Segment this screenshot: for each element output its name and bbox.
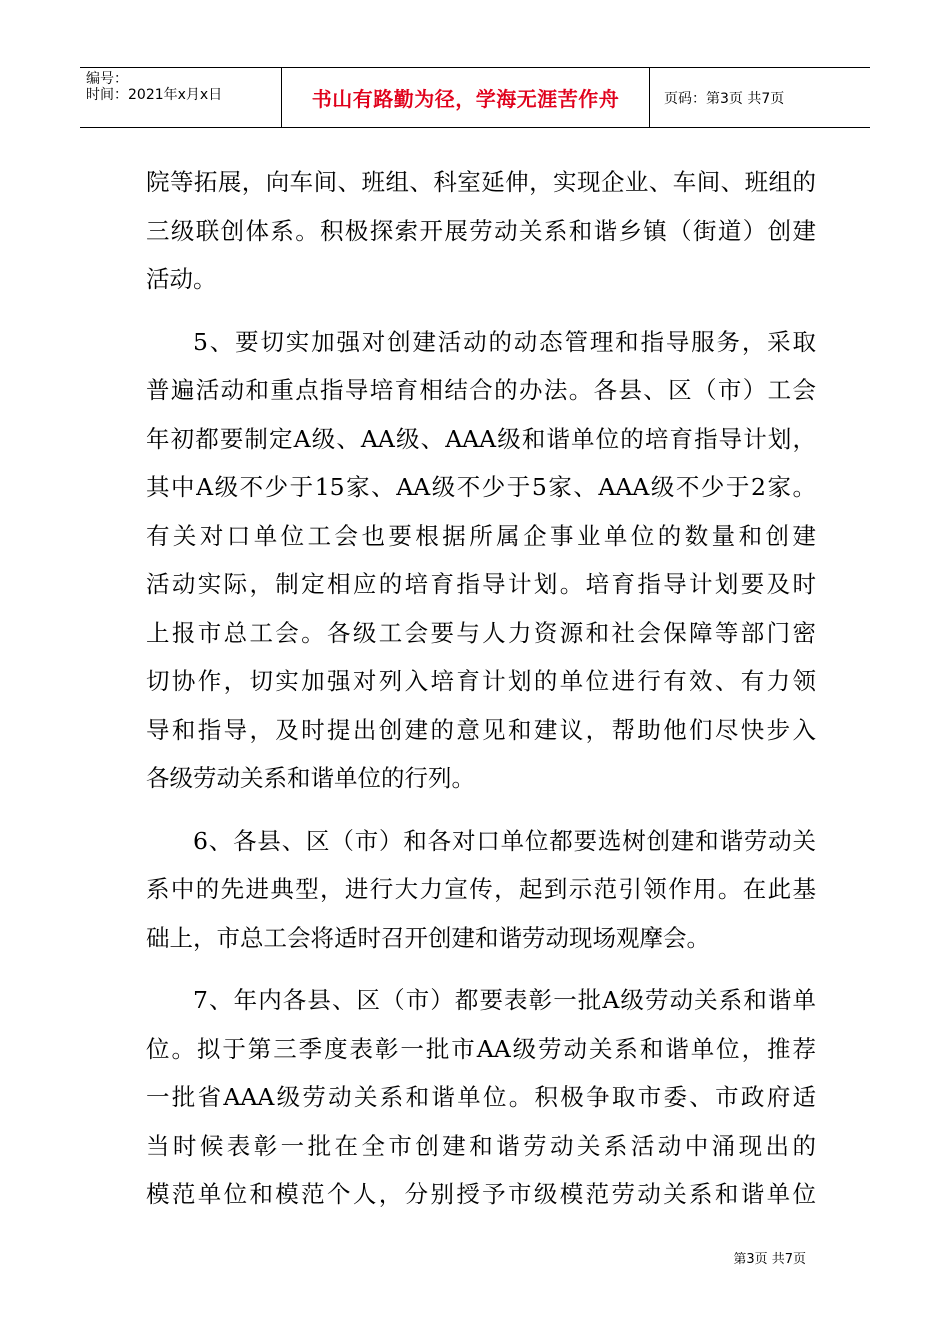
page-header (80, 67, 870, 128)
header-page-number: 页码：第3页 共7页 (664, 90, 785, 107)
text-line: 模范单位和模范个人，分别授予市级模范劳动关系和谐单位 (146, 1180, 816, 1208)
text-line: 础上，市总工会将适时召开创建和谐劳动现场观摩会。 (146, 923, 710, 952)
text-line: 普遍活动和重点指导培育相结合的办法。各县、区（市）工会 (146, 376, 816, 404)
header-meta-cell (80, 68, 282, 127)
text-line: 5、要切实加强对创建活动的动态管理和指导服务，采取 (193, 327, 816, 356)
text-line: 其中A级不少于15家、AA级不少于5家、AAA级不少于2家。 (146, 473, 816, 501)
header-motto: 书山有路勤为径，学海无涯苦作舟 (311, 87, 620, 111)
document-number-label: 编号： (86, 71, 128, 87)
text-line: 系中的先进典型，进行大力宣传，起到示范引领作用。在此基 (146, 875, 816, 903)
text-line: 切协作，切实加强对列入培育计划的单位进行有效、有力领 (146, 667, 816, 695)
text-line: 活动。 (146, 265, 217, 293)
text-line: 位。拟于第三季度表彰一批市AA级劳动关系和谐单位，推荐 (146, 1034, 816, 1063)
page-footer (733, 1248, 806, 1267)
header-motto-cell (282, 68, 650, 127)
document-body (146, 158, 816, 1219)
text-line: 7、年内各县、区（市）都要表彰一批A级劳动关系和谐单 (193, 986, 816, 1014)
text-line: 一批省AAA级劳动关系和谐单位。积极争取市委、市政府适 (146, 1083, 816, 1111)
text-line: 有关对口单位工会也要根据所属企事业单位的数量和创建 (146, 521, 816, 550)
header-page-cell (650, 68, 870, 127)
document-date-label: 时间：2021年x月x日 (86, 87, 223, 103)
text-line: 各级劳动关系和谐单位的行列。 (146, 764, 475, 792)
text-line: 导和指导，及时提出创建的意见和建议，帮助他们尽快步入 (146, 715, 816, 744)
text-line: 院等拓展，向车间、班组、科室延伸，实现企业、车间、班组的 (146, 168, 816, 196)
footer-page-number: 第3页 共7页 (733, 1252, 806, 1267)
text-line: 当时候表彰一批在全市创建和谐劳动关系活动中涌现出的 (146, 1131, 816, 1160)
text-line: 活动实际，制定相应的培育指导计划。培育指导计划要及时 (146, 570, 816, 598)
text-line: 三级联创体系。积极探索开展劳动关系和谐乡镇（街道）创建 (146, 216, 816, 245)
text-line: 上报市总工会。各级工会要与人力资源和社会保障等部门密 (146, 618, 816, 647)
text-line: 年初都要制定A级、AA级、AAA级和谐单位的培育指导计划， (146, 424, 816, 453)
text-line: 6、各县、区（市）和各对口单位都要选树创建和谐劳动关 (193, 826, 816, 855)
